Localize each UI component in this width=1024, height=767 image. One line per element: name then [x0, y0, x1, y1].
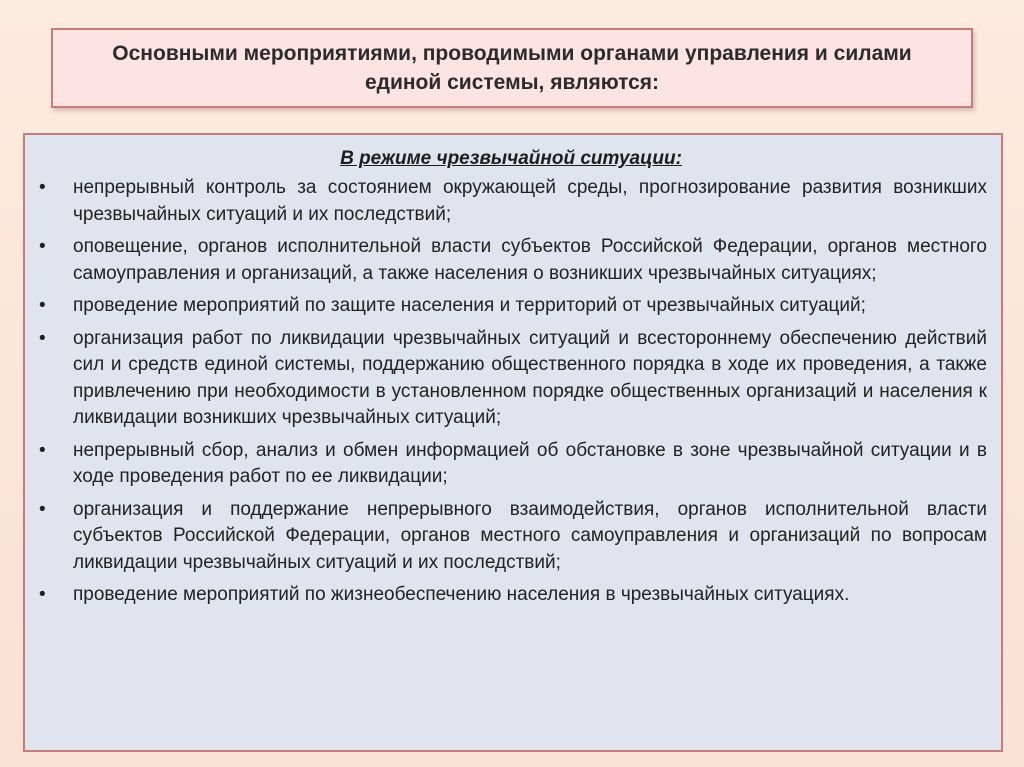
title-box — [51, 28, 973, 108]
list-item-text: организация работ по ликвидации чрезвычайных ситуаций и всестороннему обеспечению действий сил и средств единой системы, поддержанию общественного порядка в ходе их проведения, а также привлечению при необходимости в установленном порядке общественных организаций и населения к ликвидации возникших чрезвычайных ситуаций; — [73, 327, 987, 428]
list-item-text: проведение мероприятий по защите населения и территорий от чрезвычайных ситуаций; — [73, 295, 866, 316]
list-item-text: оповещение, органов исполнительной власти субъектов Российской Федерации, органов местного самоуправления и организаций, а также населения о возникших чрезвычайных ситуациях; — [73, 236, 987, 284]
list-item — [35, 497, 987, 577]
list-item-text: проведение мероприятий по жизнеобеспечению населения в чрезвычайных ситуациях. — [73, 584, 850, 605]
list-item — [35, 582, 987, 609]
slide-title: Основными мероприятиями, проводимыми органами управления и силами единой системы, являются: — [112, 41, 912, 94]
list-item — [35, 175, 987, 228]
list-item — [35, 438, 987, 491]
list-item — [35, 293, 987, 320]
list-item-text: организация и поддержание непрерывного взаимодействия, органов исполнительной власти субъектов Российской Федерации, органов местного самоуправления и организаций по вопросам ликвидации чрезвычайных ситуаций и их последствий; — [73, 498, 987, 573]
list-item — [35, 326, 987, 432]
bullet-icon: • — [39, 584, 46, 605]
section-heading: В режиме чрезвычайной ситуации: — [340, 148, 682, 169]
bullet-icon: • — [39, 498, 46, 520]
bullet-icon: • — [39, 295, 46, 316]
measures-list — [35, 175, 987, 609]
bullet-icon: • — [39, 177, 46, 198]
content-box — [23, 133, 1003, 752]
list-item-text: непрерывный контроль за состоянием окружающей среды, прогнозирование развития возникших чрезвычайных ситуаций и их последствий; — [73, 177, 987, 225]
bullet-icon: • — [39, 236, 46, 257]
list-item — [35, 234, 987, 287]
bullet-icon: • — [39, 439, 46, 461]
bullet-icon: • — [39, 327, 46, 349]
list-item-text: непрерывный сбор, анализ и обмен информацией об обстановке в зоне чрезвычайной ситуации и в ходе проведения работ по ее ликвидации; — [73, 439, 987, 487]
